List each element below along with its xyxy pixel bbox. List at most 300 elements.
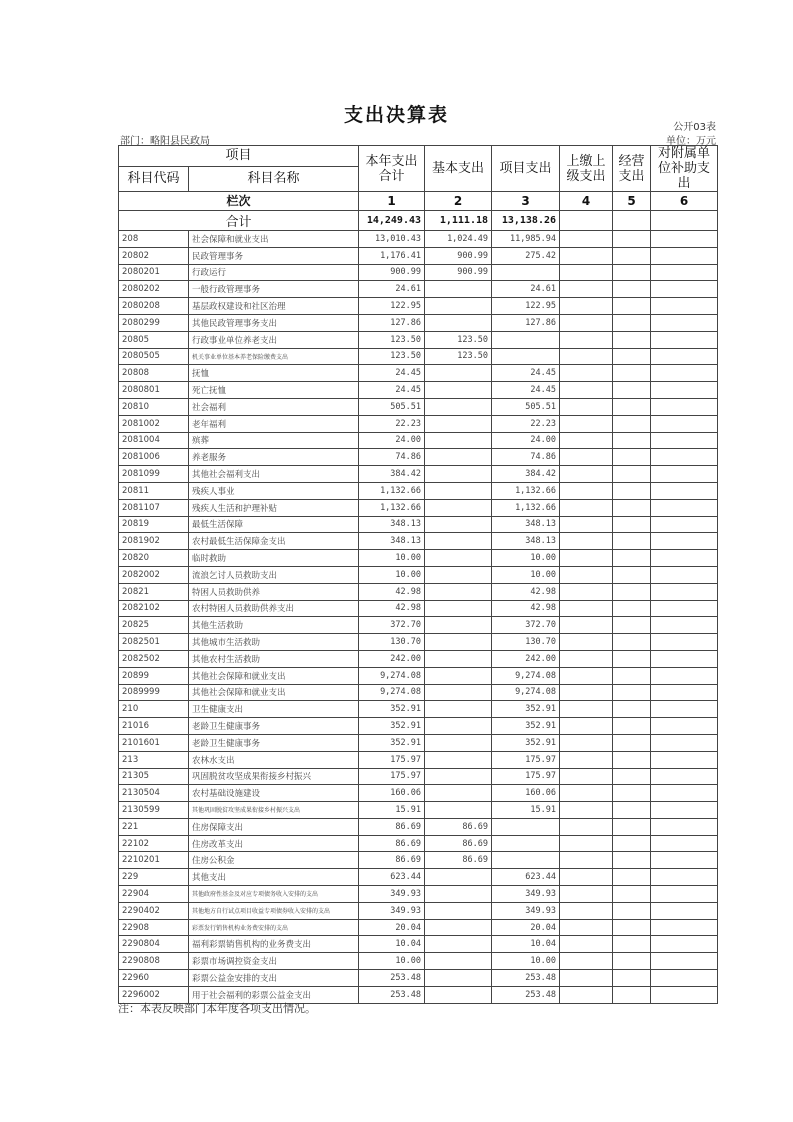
cell-c2: 1,024.49 (425, 231, 492, 248)
cell-code: 20825 (119, 617, 189, 634)
cell-c2 (425, 533, 492, 550)
cell-c3 (492, 331, 560, 348)
cell-c1: 372.70 (359, 617, 425, 634)
cell-empty (651, 902, 718, 919)
cell-c2: 86.69 (425, 852, 492, 869)
cell-c1: 505.51 (359, 398, 425, 415)
cell-empty (560, 802, 613, 819)
table-row (119, 432, 718, 449)
table-row (119, 919, 718, 936)
cell-code: 2290402 (119, 902, 189, 919)
cell-name: 老年福利 (189, 415, 359, 432)
cell-name: 农村最低生活保障金支出 (189, 533, 359, 550)
cell-empty (560, 583, 613, 600)
table-row (119, 466, 718, 483)
cell-empty (560, 398, 613, 415)
cell-name: 一般行政管理事务 (189, 281, 359, 298)
table-row (119, 281, 718, 298)
cell-c2 (425, 382, 492, 399)
cell-code: 20899 (119, 667, 189, 684)
cell-empty (613, 768, 651, 785)
cell-c3: 1,132.66 (492, 482, 560, 499)
cell-c1: 348.13 (359, 516, 425, 533)
cell-empty (613, 818, 651, 835)
cell-empty (651, 516, 718, 533)
cell-c1: 86.69 (359, 818, 425, 835)
cell-c3 (492, 852, 560, 869)
cell-name: 其他社会福利支出 (189, 466, 359, 483)
cell-empty (651, 348, 718, 365)
cell-empty (613, 936, 651, 953)
cell-name: 彩票市场调控资金支出 (189, 953, 359, 970)
cell-code: 2290808 (119, 953, 189, 970)
cell-c2 (425, 516, 492, 533)
cell-name: 其他巩固脱贫攻坚成果衔接乡村振兴支出 (189, 802, 359, 819)
cell-c3: 253.48 (492, 986, 560, 1003)
cell-c1: 348.13 (359, 533, 425, 550)
cell-c2 (425, 466, 492, 483)
table-row (119, 314, 718, 331)
cell-empty (613, 835, 651, 852)
cell-c1: 1,132.66 (359, 482, 425, 499)
cell-empty (613, 852, 651, 869)
cell-name: 社会福利 (189, 398, 359, 415)
header-basic-expenditure: 基本支出 (425, 146, 492, 192)
table-row (119, 869, 718, 886)
cell-c2: 86.69 (425, 835, 492, 852)
cell-empty (560, 953, 613, 970)
cell-empty (651, 566, 718, 583)
total-c6 (651, 211, 718, 231)
cell-c2 (425, 869, 492, 886)
cell-empty (560, 314, 613, 331)
cell-c3 (492, 835, 560, 852)
cell-c3: 11,985.94 (492, 231, 560, 248)
unit: 单位：万元 (666, 136, 716, 147)
header-name: 科目名称 (189, 166, 359, 191)
cell-empty (560, 264, 613, 281)
cell-c3: 24.45 (492, 382, 560, 399)
cell-c3: 127.86 (492, 314, 560, 331)
cell-c3 (492, 348, 560, 365)
table-row (119, 533, 718, 550)
cell-empty (651, 785, 718, 802)
cell-name: 养老服务 (189, 449, 359, 466)
cell-empty (560, 835, 613, 852)
table-row (119, 818, 718, 835)
cell-code: 210 (119, 701, 189, 718)
cell-name: 机关事业单位基本养老保险缴费支出 (189, 348, 359, 365)
cell-c3: 22.23 (492, 415, 560, 432)
cell-name: 社会保障和就业支出 (189, 231, 359, 248)
cell-name: 流浪乞讨人员救助支出 (189, 566, 359, 583)
cell-empty (613, 718, 651, 735)
cell-c1: 42.98 (359, 600, 425, 617)
cell-empty (560, 298, 613, 315)
cell-empty (560, 751, 613, 768)
cell-empty (651, 802, 718, 819)
cell-empty (560, 886, 613, 903)
cell-c2 (425, 785, 492, 802)
cell-c2 (425, 970, 492, 987)
cell-name: 抚恤 (189, 365, 359, 382)
cell-name: 残疾人生活和护理补贴 (189, 499, 359, 516)
cell-empty (651, 718, 718, 735)
table-row (119, 382, 718, 399)
cell-name: 其他社会保障和就业支出 (189, 667, 359, 684)
cell-empty (651, 398, 718, 415)
cell-c3: 122.95 (492, 298, 560, 315)
cell-c3: 10.00 (492, 953, 560, 970)
cell-empty (560, 247, 613, 264)
cell-empty (651, 550, 718, 567)
cell-c3: 15.91 (492, 802, 560, 819)
cell-empty (651, 499, 718, 516)
cell-empty (651, 869, 718, 886)
department: 部门：略阳县民政局 (120, 136, 210, 147)
cell-c2 (425, 718, 492, 735)
cell-name: 残疾人事业 (189, 482, 359, 499)
cell-empty (613, 650, 651, 667)
cell-c1: 352.91 (359, 734, 425, 751)
cell-code: 2081107 (119, 499, 189, 516)
cell-code: 2290804 (119, 936, 189, 953)
cell-c3: 160.06 (492, 785, 560, 802)
table-row (119, 499, 718, 516)
cell-empty (613, 415, 651, 432)
cell-empty (651, 852, 718, 869)
table-row (119, 298, 718, 315)
cell-c1: 24.00 (359, 432, 425, 449)
cell-c1: 86.69 (359, 835, 425, 852)
table-row (119, 566, 718, 583)
cell-c1: 253.48 (359, 970, 425, 987)
cell-name: 民政管理事务 (189, 247, 359, 264)
cell-empty (560, 466, 613, 483)
cell-empty (560, 499, 613, 516)
cell-empty (651, 768, 718, 785)
cell-empty (651, 281, 718, 298)
cell-empty (613, 533, 651, 550)
cell-c3 (492, 818, 560, 835)
cell-c1: 24.45 (359, 382, 425, 399)
cell-c1: 20.04 (359, 919, 425, 936)
cell-c1: 160.06 (359, 785, 425, 802)
table-row (119, 785, 718, 802)
cell-c3: 242.00 (492, 650, 560, 667)
cell-c3: 505.51 (492, 398, 560, 415)
cell-empty (651, 466, 718, 483)
cell-name: 用于社会福利的彩票公益金支出 (189, 986, 359, 1003)
cell-c2: 900.99 (425, 247, 492, 264)
cell-empty (613, 281, 651, 298)
cell-c3: 130.70 (492, 634, 560, 651)
cell-c2 (425, 802, 492, 819)
cell-code: 22904 (119, 886, 189, 903)
cell-code: 229 (119, 869, 189, 886)
cell-empty (613, 247, 651, 264)
cell-empty (651, 667, 718, 684)
cell-c2 (425, 936, 492, 953)
cell-empty (651, 298, 718, 315)
cell-empty (560, 970, 613, 987)
cell-c2 (425, 583, 492, 600)
cell-c2 (425, 886, 492, 903)
cell-empty (651, 231, 718, 248)
cell-c1: 253.48 (359, 986, 425, 1003)
cell-c1: 9,274.08 (359, 667, 425, 684)
cell-c2 (425, 550, 492, 567)
cell-name: 殡葬 (189, 432, 359, 449)
header-remit-superior: 上缴上级支出 (560, 146, 613, 192)
cell-c3: 20.04 (492, 919, 560, 936)
cell-c2 (425, 281, 492, 298)
table-row (119, 936, 718, 953)
cell-code: 2082501 (119, 634, 189, 651)
cell-empty (651, 382, 718, 399)
cell-empty (613, 298, 651, 315)
cell-c1: 349.93 (359, 902, 425, 919)
cell-name: 行政运行 (189, 264, 359, 281)
cell-code: 2296002 (119, 986, 189, 1003)
cell-empty (613, 231, 651, 248)
cell-c2 (425, 768, 492, 785)
cell-c3: 253.48 (492, 970, 560, 987)
cell-empty (613, 919, 651, 936)
cell-c3: 352.91 (492, 701, 560, 718)
cell-c3: 352.91 (492, 734, 560, 751)
cell-c2 (425, 298, 492, 315)
cell-c3: 372.70 (492, 617, 560, 634)
table-row (119, 365, 718, 382)
cell-empty (613, 902, 651, 919)
footnote: 注：本表反映部门本年度各项支出情况。 (118, 1002, 316, 1015)
cell-c3 (492, 264, 560, 281)
cell-c1: 1,176.41 (359, 247, 425, 264)
table-row (119, 482, 718, 499)
cell-c3: 9,274.08 (492, 667, 560, 684)
cell-code: 2081006 (119, 449, 189, 466)
cell-empty (560, 869, 613, 886)
cell-c1: 175.97 (359, 768, 425, 785)
cell-empty (651, 449, 718, 466)
cell-code: 2089999 (119, 684, 189, 701)
cell-empty (651, 936, 718, 953)
cell-empty (613, 785, 651, 802)
cell-code: 2080202 (119, 281, 189, 298)
cell-empty (651, 684, 718, 701)
cell-empty (651, 634, 718, 651)
cell-empty (651, 432, 718, 449)
cell-code: 213 (119, 751, 189, 768)
cell-c1: 10.00 (359, 566, 425, 583)
cell-c2 (425, 600, 492, 617)
cell-c1: 1,132.66 (359, 499, 425, 516)
cell-c2 (425, 701, 492, 718)
cell-c3: 24.45 (492, 365, 560, 382)
table-row (119, 634, 718, 651)
cell-empty (651, 617, 718, 634)
header-item: 项目 (119, 146, 359, 167)
cell-name: 死亡抚恤 (189, 382, 359, 399)
cell-code: 20811 (119, 482, 189, 499)
table-row (119, 701, 718, 718)
cell-empty (613, 382, 651, 399)
cell-code: 208 (119, 231, 189, 248)
cell-code: 20810 (119, 398, 189, 415)
cell-empty (651, 482, 718, 499)
cell-code: 2082102 (119, 600, 189, 617)
cell-code: 2080801 (119, 382, 189, 399)
cell-empty (613, 886, 651, 903)
cell-empty (560, 566, 613, 583)
cell-code: 2101601 (119, 734, 189, 751)
cell-c2: 123.50 (425, 331, 492, 348)
table-row (119, 264, 718, 281)
cell-empty (560, 550, 613, 567)
cell-empty (560, 415, 613, 432)
cell-empty (613, 449, 651, 466)
cell-empty (613, 331, 651, 348)
cell-c2 (425, 398, 492, 415)
cell-empty (560, 936, 613, 953)
cell-c1: 10.04 (359, 936, 425, 953)
cell-empty (613, 617, 651, 634)
cell-c3: 1,132.66 (492, 499, 560, 516)
cell-code: 2081004 (119, 432, 189, 449)
cell-c1: 122.95 (359, 298, 425, 315)
cell-empty (651, 818, 718, 835)
cell-c1: 352.91 (359, 718, 425, 735)
cell-c3: 623.44 (492, 869, 560, 886)
col-no: 4 (560, 192, 613, 211)
cell-name: 其他社会保障和就业支出 (189, 684, 359, 701)
cell-name: 农林水支出 (189, 751, 359, 768)
cell-empty (613, 365, 651, 382)
cell-empty (560, 650, 613, 667)
cell-empty (613, 802, 651, 819)
cell-c2 (425, 919, 492, 936)
cell-name: 住房改革支出 (189, 835, 359, 852)
cell-code: 21016 (119, 718, 189, 735)
cell-c2 (425, 617, 492, 634)
cell-c1: 86.69 (359, 852, 425, 869)
cell-empty (651, 986, 718, 1003)
cell-name: 基层政权建设和社区治理 (189, 298, 359, 315)
header-project-expenditure: 项目支出 (492, 146, 560, 192)
cell-c3: 42.98 (492, 600, 560, 617)
cell-c2 (425, 566, 492, 583)
cell-c3: 349.93 (492, 886, 560, 903)
table-row (119, 650, 718, 667)
cell-empty (613, 314, 651, 331)
cell-empty (651, 734, 718, 751)
cell-c3: 42.98 (492, 583, 560, 600)
cell-empty (651, 533, 718, 550)
cell-name: 临时救助 (189, 550, 359, 567)
cell-name: 住房保障支出 (189, 818, 359, 835)
cell-c3: 10.00 (492, 566, 560, 583)
cell-c3: 9,274.08 (492, 684, 560, 701)
cell-c3: 10.04 (492, 936, 560, 953)
cell-empty (560, 986, 613, 1003)
cell-empty (560, 482, 613, 499)
cell-empty (613, 634, 651, 651)
cell-c3: 175.97 (492, 768, 560, 785)
cell-code: 20819 (119, 516, 189, 533)
table-row (119, 583, 718, 600)
cell-c3: 74.86 (492, 449, 560, 466)
table-row (119, 852, 718, 869)
cell-empty (560, 785, 613, 802)
table-row (119, 331, 718, 348)
cell-empty (560, 818, 613, 835)
cell-empty (560, 902, 613, 919)
table-row (119, 751, 718, 768)
cell-code: 2130504 (119, 785, 189, 802)
cell-c3: 384.42 (492, 466, 560, 483)
table-row (119, 247, 718, 264)
cell-empty (560, 600, 613, 617)
cell-name: 其他农村生活救助 (189, 650, 359, 667)
col-no: 2 (425, 192, 492, 211)
cell-name: 其他地方自行试点项目收益专项债券收入安排的支出 (189, 902, 359, 919)
table-row (119, 802, 718, 819)
table-row (119, 684, 718, 701)
cell-empty (651, 415, 718, 432)
cell-empty (560, 281, 613, 298)
cell-c2 (425, 953, 492, 970)
cell-code: 20821 (119, 583, 189, 600)
cell-empty (560, 684, 613, 701)
cell-empty (613, 734, 651, 751)
table-row (119, 398, 718, 415)
cell-c2 (425, 415, 492, 432)
cell-c1: 352.91 (359, 701, 425, 718)
cell-empty (651, 919, 718, 936)
table-row (119, 718, 718, 735)
cell-c3: 24.00 (492, 432, 560, 449)
cell-empty (651, 583, 718, 600)
cell-name: 住房公积金 (189, 852, 359, 869)
cell-empty (613, 516, 651, 533)
cell-code: 22102 (119, 835, 189, 852)
cell-c2 (425, 667, 492, 684)
cell-name: 其他城市生活救助 (189, 634, 359, 651)
cell-empty (613, 701, 651, 718)
cell-code: 20802 (119, 247, 189, 264)
cell-empty (560, 617, 613, 634)
cell-c2 (425, 482, 492, 499)
cell-code: 221 (119, 818, 189, 835)
cell-name: 其他政府性基金及对应专项债务收入安排的支出 (189, 886, 359, 903)
cell-name: 福利彩票销售机构的业务费支出 (189, 936, 359, 953)
cell-c1: 242.00 (359, 650, 425, 667)
cell-code: 21305 (119, 768, 189, 785)
cell-code: 2081099 (119, 466, 189, 483)
cell-name: 其他支出 (189, 869, 359, 886)
cell-c1: 10.00 (359, 953, 425, 970)
cell-c2 (425, 734, 492, 751)
cell-code: 2082502 (119, 650, 189, 667)
table-row (119, 449, 718, 466)
cell-c2 (425, 499, 492, 516)
cell-empty (651, 600, 718, 617)
table-row (119, 953, 718, 970)
cell-empty (560, 768, 613, 785)
cell-empty (613, 348, 651, 365)
cell-empty (651, 650, 718, 667)
